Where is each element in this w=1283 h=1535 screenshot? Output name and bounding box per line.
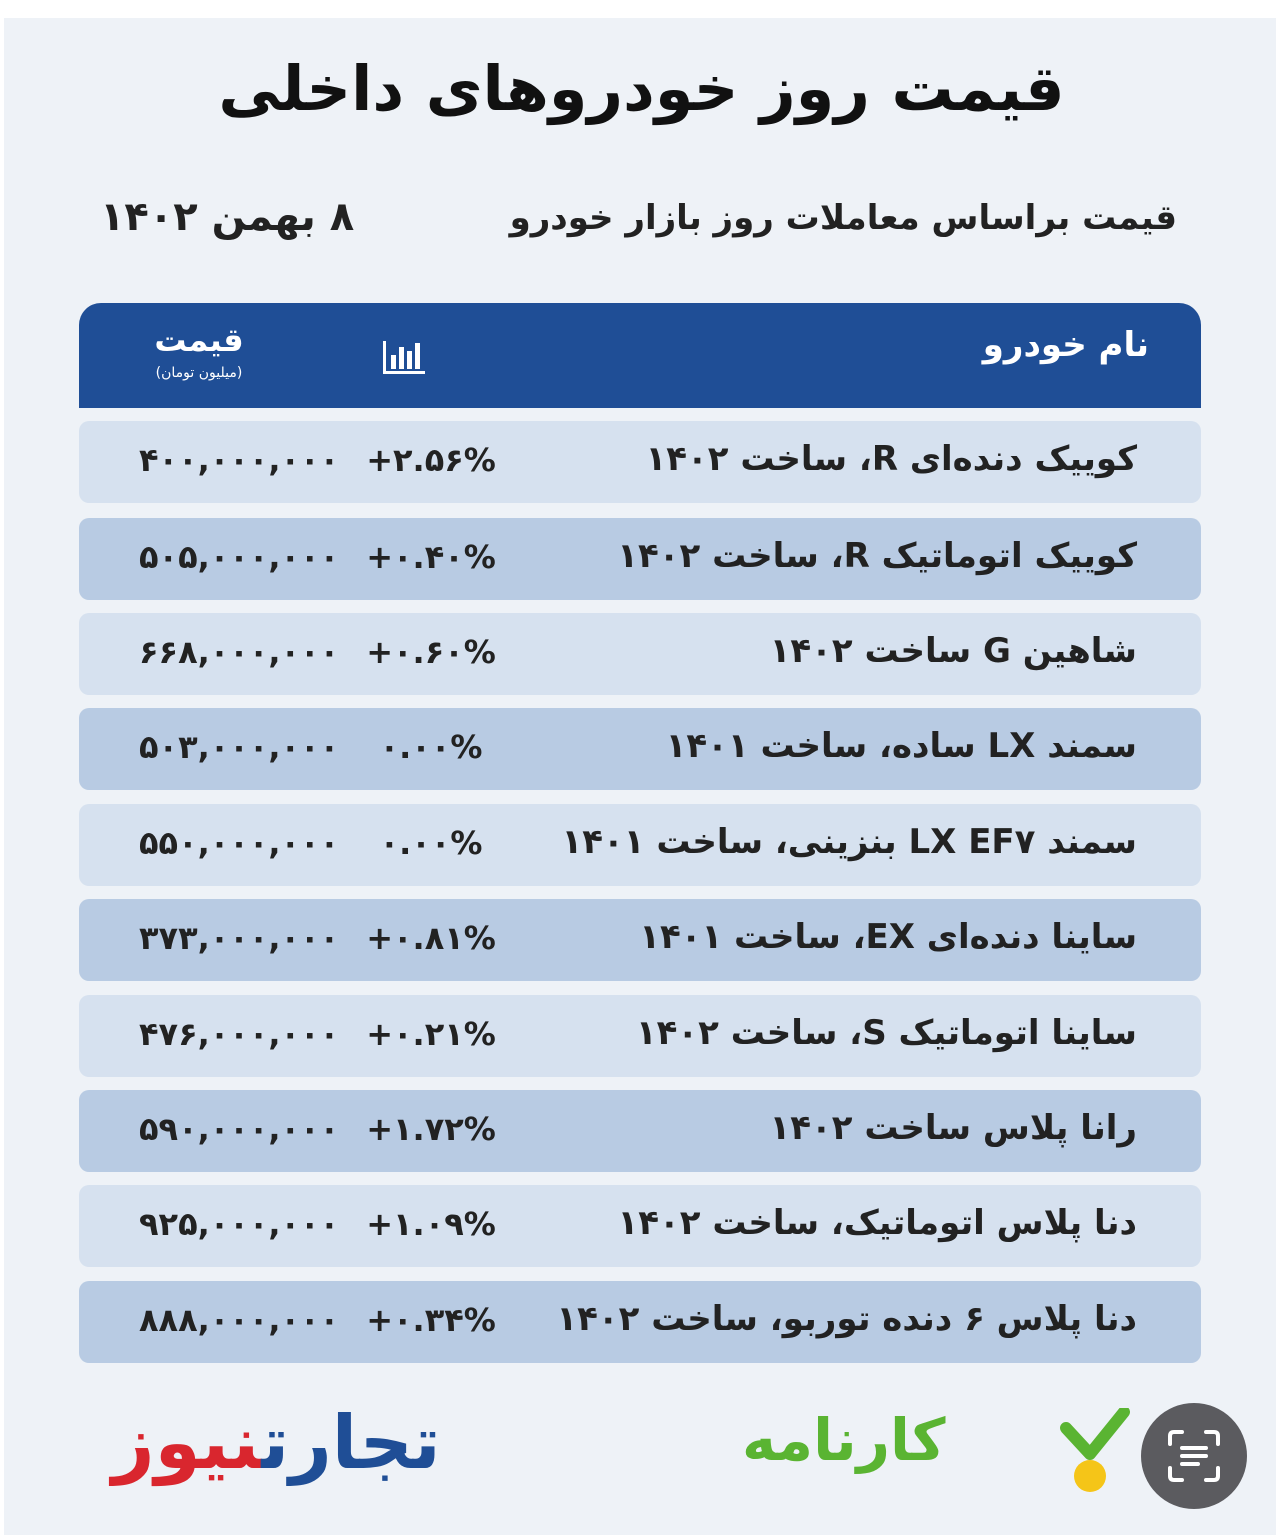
price-change: +۰.۴۰% <box>366 538 496 576</box>
price-change: ۰.۰۰% <box>379 824 483 862</box>
price-change: +۱.۰۹% <box>366 1205 496 1243</box>
table-row <box>79 804 1201 886</box>
date-label: ۸ بهمن ۱۴۰۲ <box>100 194 355 240</box>
car-price: ۹۲۵,۰۰۰,۰۰۰ <box>139 1205 340 1243</box>
price-change: +۰.۲۱% <box>366 1015 496 1053</box>
scan-text-icon <box>1166 1428 1222 1484</box>
header-price <box>139 321 259 381</box>
table-row <box>79 518 1201 600</box>
bar-chart-icon <box>381 337 427 377</box>
karnameh-check-icon <box>1060 1408 1130 1498</box>
price-change: +۰.۳۴% <box>366 1301 496 1339</box>
table-row <box>79 899 1201 981</box>
price-change: +۱.۷۲% <box>366 1110 496 1148</box>
car-name: کوییک اتوماتیک R، ساخت ۱۴۰۲ <box>617 536 1137 576</box>
tejarat-logo-part2: نیوز <box>112 1400 262 1486</box>
car-price: ۵۰۵,۰۰۰,۰۰۰ <box>139 538 340 576</box>
karnameh-logo: کارنامه <box>742 1406 946 1474</box>
car-name: دنا پلاس ۶ دنده توربو، ساخت ۱۴۰۲ <box>556 1299 1137 1339</box>
table-row <box>79 995 1201 1077</box>
scan-text-button[interactable] <box>1141 1403 1247 1509</box>
car-name: سمند LX ساده، ساخت ۱۴۰۱ <box>665 726 1137 766</box>
price-change: +۲.۵۶% <box>366 441 496 479</box>
header-price-label: قیمت <box>154 321 244 359</box>
car-name: رانا پلاس ساخت ۱۴۰۲ <box>769 1108 1137 1148</box>
page-title: قیمت روز خودروهای داخلی <box>218 52 1065 125</box>
car-price: ۴۷۶,۰۰۰,۰۰۰ <box>139 1015 340 1053</box>
header-price-unit: (میلیون تومان) <box>155 365 243 381</box>
table-row <box>79 613 1201 695</box>
price-change: +۰.۶۰% <box>366 633 496 671</box>
table-row <box>79 421 1201 503</box>
car-price: ۳۷۳,۰۰۰,۰۰۰ <box>139 919 340 957</box>
subtitle: قیمت براساس معاملات روز بازار خودرو <box>509 198 1177 238</box>
car-price: ۸۸۸,۰۰۰,۰۰۰ <box>139 1301 340 1339</box>
car-price: ۶۶۸,۰۰۰,۰۰۰ <box>139 633 340 671</box>
tejarat-news-logo <box>112 1400 441 1486</box>
car-price: ۴۰۰,۰۰۰,۰۰۰ <box>139 441 340 479</box>
header-car-name: نام خودرو <box>982 325 1149 365</box>
tejarat-logo-part1: تجارت <box>261 1400 441 1486</box>
car-name: سمند LX EF۷ بنزینی، ساخت ۱۴۰۱ <box>561 822 1137 862</box>
price-change: ۰.۰۰% <box>379 728 483 766</box>
car-price: ۵۰۳,۰۰۰,۰۰۰ <box>139 728 340 766</box>
table-row <box>79 1281 1201 1363</box>
car-name: دنا پلاس اتوماتیک، ساخت ۱۴۰۲ <box>617 1203 1137 1243</box>
car-name: ساینا دنده‌ای EX، ساخت ۱۴۰۱ <box>639 917 1137 957</box>
table-row <box>79 1185 1201 1267</box>
table-row <box>79 1090 1201 1172</box>
price-change: +۰.۸۱% <box>366 919 496 957</box>
table-row <box>79 708 1201 790</box>
car-price: ۵۵۰,۰۰۰,۰۰۰ <box>139 824 340 862</box>
car-name: کوییک دنده‌ای R، ساخت ۱۴۰۲ <box>645 439 1137 479</box>
car-name: ساینا اتوماتیک S، ساخت ۱۴۰۲ <box>635 1013 1137 1053</box>
car-price: ۵۹۰,۰۰۰,۰۰۰ <box>139 1110 340 1148</box>
car-name: شاهین G ساخت ۱۴۰۲ <box>769 631 1137 671</box>
table-header <box>79 303 1201 408</box>
